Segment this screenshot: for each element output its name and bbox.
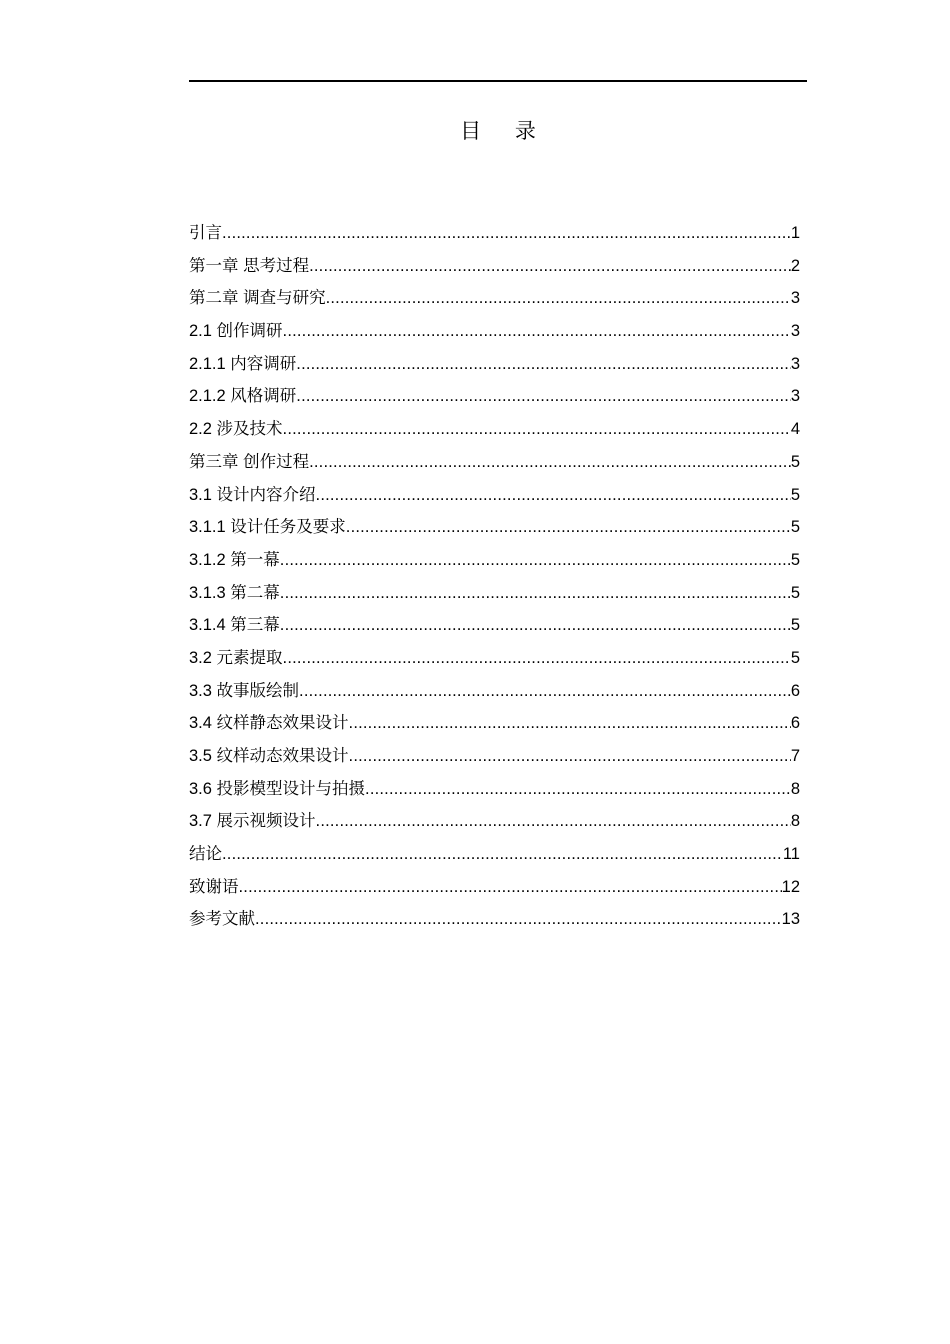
toc-entry-label: 参考文献: [189, 910, 255, 929]
toc-dot-leader: [283, 318, 791, 344]
toc-entry-label: 3.1.1 设计任务及要求: [189, 518, 346, 537]
toc-dot-leader: [316, 808, 791, 834]
toc-entry-page: 6: [790, 681, 800, 700]
toc-entry[interactable]: [189, 743, 800, 776]
toc-dot-leader: [280, 547, 791, 573]
toc-entry-page: 5: [790, 518, 800, 537]
toc-entry-label: 2.1.1 内容调研: [189, 354, 297, 373]
toc-entry[interactable]: [189, 253, 800, 286]
toc-entry-label: 3.2 元素提取: [189, 648, 283, 667]
toc-entry[interactable]: [189, 678, 800, 711]
toc-dot-leader: [309, 253, 791, 279]
toc-entry-label: 第一章 思考过程: [189, 256, 310, 275]
toc-dot-leader: [280, 612, 791, 638]
toc-entry[interactable]: [189, 645, 800, 678]
toc-entry-page: 3: [790, 354, 800, 373]
toc-dot-leader: [255, 906, 782, 932]
toc-entry[interactable]: [189, 351, 800, 384]
toc-entry-page: 5: [790, 452, 800, 471]
toc-dot-leader: [326, 285, 791, 311]
toc-entry-label: 3.1.4 第三幕: [189, 616, 280, 635]
toc-entry-page: 1: [790, 224, 800, 242]
toc-dot-leader: [239, 874, 782, 900]
toc-entry-label: 3.1.3 第二幕: [189, 583, 280, 602]
toc-entry-page: 4: [790, 420, 800, 439]
toc-dot-leader: [280, 580, 791, 606]
toc-entry[interactable]: [189, 710, 800, 743]
toc-entry-page: 3: [790, 322, 800, 341]
toc-dot-leader: [296, 351, 791, 377]
toc-entry-page: 5: [790, 485, 800, 504]
toc-entry-page: 3: [790, 387, 800, 406]
toc-entry-page: 7: [790, 747, 800, 765]
toc-entry[interactable]: [189, 906, 800, 939]
toc-entry-label: 3.1 设计内容介绍: [189, 485, 316, 504]
toc-dot-leader: [222, 841, 783, 867]
toc-entry-label: 3.7 展示视频设计: [189, 812, 316, 831]
toc-entry[interactable]: [189, 841, 800, 874]
toc-entry-label: 第二章 调查与研究: [189, 289, 326, 308]
toc-entry[interactable]: [189, 416, 800, 449]
toc-entry-label: 致谢语: [189, 877, 239, 896]
toc-entry[interactable]: [189, 285, 800, 318]
toc-entry[interactable]: [189, 514, 800, 547]
toc-dot-leader: [296, 383, 791, 409]
toc-entry-page: 5: [790, 550, 800, 569]
toc-entry[interactable]: [189, 612, 800, 645]
toc-entry-page: 11: [782, 845, 800, 864]
toc-entry[interactable]: [189, 220, 800, 253]
toc-entry-page: 5: [790, 583, 800, 602]
toc-entry-label: 2.1.2 风格调研: [189, 387, 297, 406]
table-of-contents: [189, 220, 800, 939]
toc-entry-label: 2.2 涉及技术: [189, 420, 283, 439]
toc-entry-label: 3.4 纹样静态效果设计: [189, 714, 349, 733]
toc-entry-label: 3.6 投影模型设计与拍摄: [189, 779, 366, 798]
page-title: 目 录: [460, 120, 550, 143]
toc-dot-leader: [222, 220, 791, 246]
toc-dot-leader: [346, 514, 791, 540]
toc-dot-leader: [316, 482, 791, 508]
toc-dot-leader: [349, 710, 791, 736]
toc-entry-page: 5: [790, 648, 800, 667]
toc-dot-leader: [309, 449, 791, 475]
toc-entry[interactable]: [189, 580, 800, 613]
header-rule: [189, 80, 807, 82]
toc-entry[interactable]: [189, 547, 800, 580]
toc-dot-leader: [365, 776, 791, 802]
toc-entry-page: 8: [790, 779, 800, 798]
toc-entry-label: 3.1.2 第一幕: [189, 550, 280, 569]
toc-entry-page: 6: [790, 714, 800, 733]
toc-entry-label: 第三章 创作过程: [189, 452, 310, 471]
toc-entry[interactable]: [189, 482, 800, 515]
toc-dot-leader: [299, 678, 791, 704]
toc-entry-page: 13: [781, 910, 800, 929]
toc-entry[interactable]: [189, 318, 800, 351]
toc-entry-page: 8: [790, 812, 800, 831]
toc-entry-label: 引言: [189, 224, 222, 242]
toc-dot-leader: [283, 416, 791, 442]
toc-entry[interactable]: [189, 383, 800, 416]
toc-entry-page: 2: [790, 256, 800, 275]
toc-entry-label: 3.3 故事版绘制: [189, 681, 300, 700]
toc-entry-label: 3.5 纹样动态效果设计: [189, 747, 349, 765]
toc-dot-leader: [283, 645, 791, 671]
toc-entry[interactable]: [189, 449, 800, 482]
toc-dot-leader: [349, 743, 791, 769]
toc-entry[interactable]: [189, 874, 800, 907]
toc-entry[interactable]: [189, 776, 800, 809]
toc-entry-page: 3: [790, 289, 800, 308]
toc-entry-page: 12: [781, 877, 800, 896]
toc-entry-label: 结论: [189, 845, 222, 864]
toc-entry-page: 5: [790, 616, 800, 635]
toc-entry[interactable]: [189, 808, 800, 841]
toc-entry-label: 2.1 创作调研: [189, 322, 283, 341]
